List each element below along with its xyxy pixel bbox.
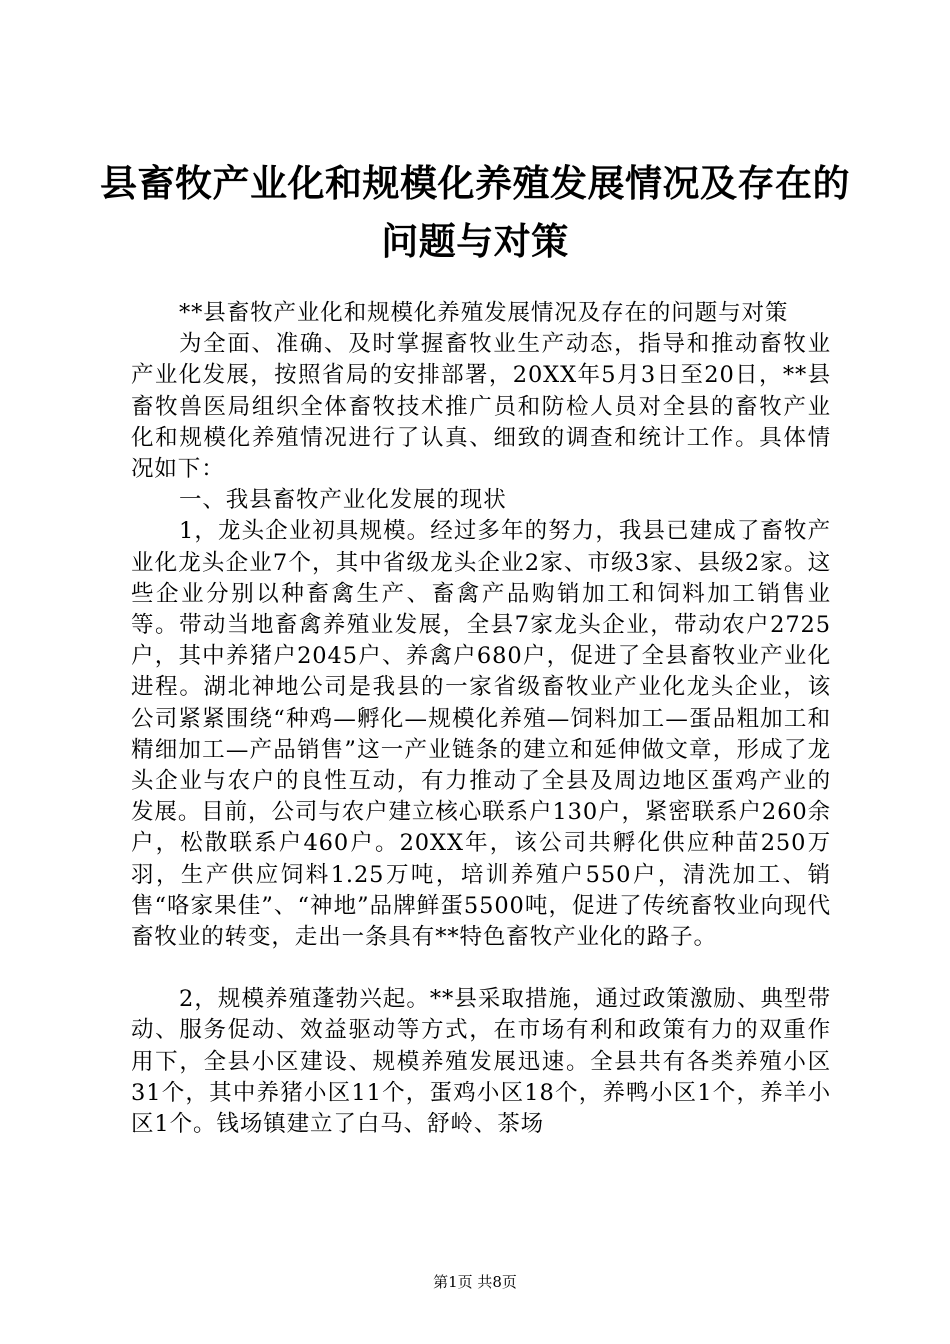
document-title-line-1: 县畜牧产业化和规模化养殖发展情况及存在的 <box>100 162 850 205</box>
body-paragraph: 2，规模养殖蓬勃兴起。**县采取措施，通过政策激励、典型带动、服务促动、效益驱动等方式，在市场有利和政策有力的双重作用下，全县小区建设、规模养殖发展迅速。全县共有各类养殖小区31个，其中养猪小区11个，蛋鸡小区18个，养鸭小区1个，养羊小区1个。钱场镇建立了白马、舒岭、茶场 <box>131 986 831 1138</box>
page-number-footer: 第1页 共8页 <box>433 1273 517 1291</box>
section-heading: 一、我县畜牧产业化发展的现状 <box>179 487 507 514</box>
subtitle-paragraph: **县畜牧产业化和规模化养殖发展情况及存在的问题与对策 <box>179 300 789 326</box>
body-paragraph: 1，龙头企业初具规模。经过多年的努力，我县已建成了畜牧产业化龙头企业7个，其中省级龙头企业2家、市级3家、县级2家。这些企业分别以种畜禽生产、畜禽产品购销加工和饲料加工销售业等。带动当地畜禽养殖业发展，全县7家龙头企业，带动农户2725户，其中养猪户2045户、养禽户680户，促进了全县畜牧业产业化进程。湖北神地公司是我县的一家省级畜牧业产业化龙头企业，该公司紧紧围绕“种鸡—孵化—规模化养殖—饲料加工—蛋品粗加工和精细加工—产品销售”这一产业链条的建立和延伸做文章，形成了龙头企业与农户的良性互动，有力推动了全县及周边地区蛋鸡产业的发展。目前，公司与农户建立核心联系户130户，紧密联系户260余户，松散联系户460户。20XX年，该公司共孵化供应种苗250万羽，生产供应饲料1.25万吨，培训养殖户550户，清洗加工、销售“咯家果佳”、“神地”品牌鲜蛋5500吨，促进了传统畜牧业向现代畜牧业的转变，走出一条具有**特色畜牧产业化的路子。 <box>131 518 831 951</box>
intro-paragraph: 为全面、准确、及时掌握畜牧业生产动态，指导和推动畜牧业产业化发展，按照省局的安排部署，20XX年5月3日至20日，**县畜牧兽医局组织全体畜牧技术推广员和防检人员对全县的畜牧产业化和规模化养殖情况进行了认真、细致的调查和统计工作。具体情况如下： <box>131 331 831 483</box>
document-title-line-2: 问题与对策 <box>381 220 569 263</box>
document-body <box>131 298 831 1140</box>
